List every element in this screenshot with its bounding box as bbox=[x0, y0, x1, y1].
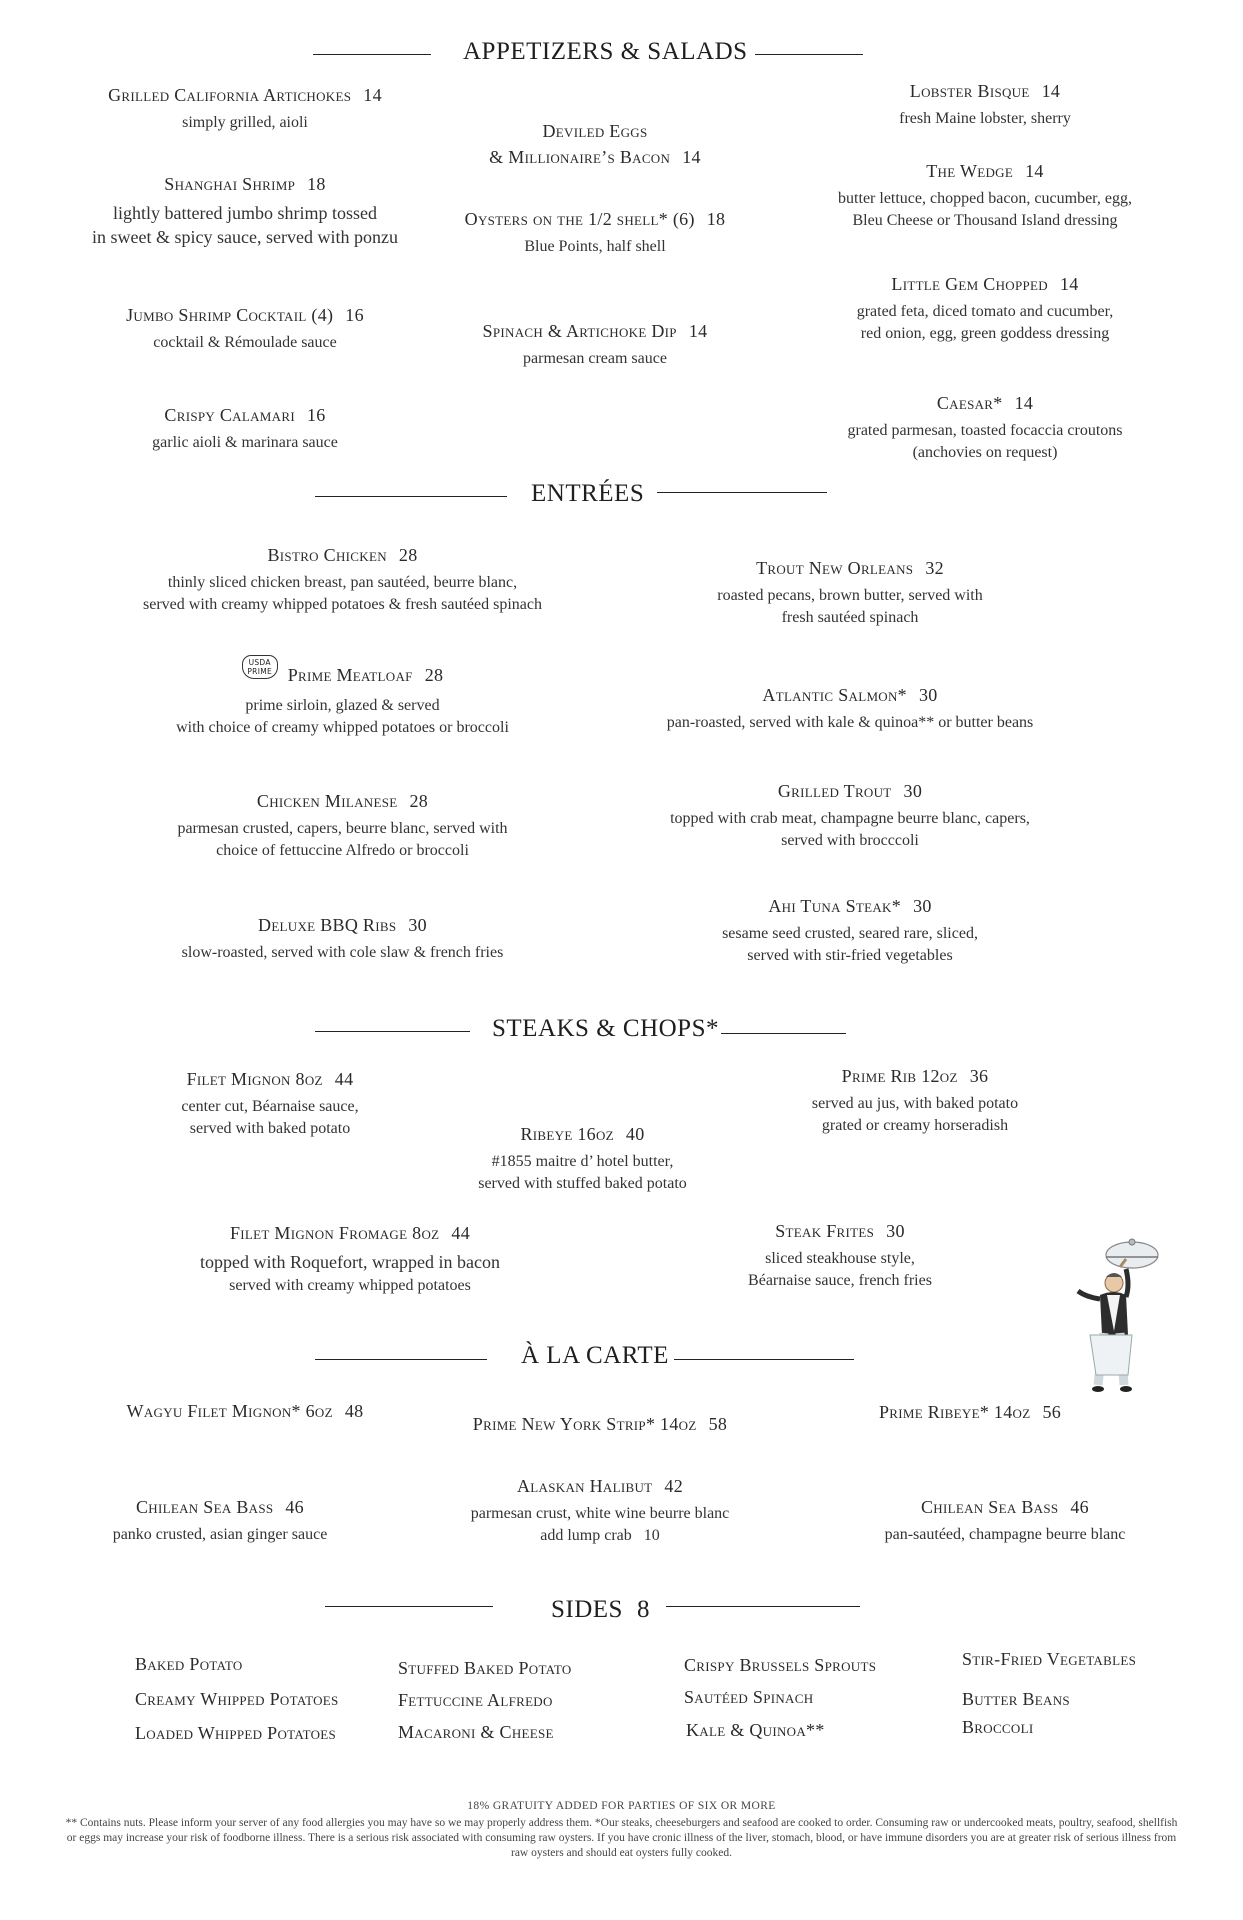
menu-item: Ribeye 16oz 40 #1855 maitre d’ hotel butter, served with stuffed baked potato bbox=[478, 1124, 687, 1192]
menu-item: Alaskan Halibut 42 parmesan crust, white wine beurre blanc add lump crab 10 bbox=[470, 1476, 730, 1544]
menu-item: Spinach & Artichoke Dip 14 parmesan cream sauce bbox=[482, 321, 708, 367]
menu-item: USDA PRIME Prime Meatloaf 28 prime sirloin, glazed & served with choice of creamy whipped potatoes or broccoli bbox=[90, 664, 595, 739]
menu-item: Jumbo Shrimp Cocktail (4) 16 cocktail & Rémoulade sauce bbox=[126, 305, 364, 351]
menu-item: Chilean Sea Bass 46 pan-sautéed, champagne beurre blanc bbox=[884, 1497, 1126, 1543]
menu-item: Deluxe BBQ Ribs 30 slow-roasted, served with cole slaw & french fries bbox=[181, 915, 504, 961]
menu-item: Grilled California Artichokes 14 simply grilled, aioli bbox=[108, 85, 382, 131]
gratuity-notice: 18% GRATUITY ADDED FOR PARTIES OF SIX OR MORE bbox=[467, 1800, 776, 1812]
menu-item: Caesar* 14 grated parmesan, toasted focaccia croutons (anchovies on request) bbox=[847, 393, 1123, 461]
section-title-entrees: ENTRÉES bbox=[531, 480, 645, 507]
menu-item: Lobster Bisque 14 fresh Maine lobster, sherry bbox=[899, 81, 1071, 127]
section-rule-right bbox=[674, 1359, 854, 1360]
section-rule-left bbox=[325, 1606, 493, 1607]
side-item: Stir-Fried Vegetables bbox=[962, 1649, 1137, 1669]
menu-item: Bistro Chicken 28 thinly sliced chicken breast, pan sautéed, beurre blanc, served with creamy whipped potatoes & fresh sautéed spinach bbox=[143, 545, 542, 613]
section-title-sides: SIDES 8 bbox=[551, 1596, 650, 1623]
menu-item: Trout New Orleans 32 roasted pecans, brown butter, served with fresh sautéed spinach bbox=[717, 558, 983, 626]
menu-item: Chicken Milanese 28 parmesan crusted, capers, beurre blanc, served with choice of fettuccine Alfredo or broccoli bbox=[177, 791, 508, 859]
side-item: Sautéed Spinach bbox=[684, 1687, 814, 1707]
side-item: Butter Beans bbox=[962, 1689, 1070, 1709]
section-title-appetizers: APPETIZERS & SALADS bbox=[463, 38, 748, 65]
menu-item: Little Gem Chopped 14 grated feta, diced tomato and cucumber, red onion, egg, green goddess dressing bbox=[856, 274, 1114, 342]
menu-item: Chilean Sea Bass 46 panko crusted, asian ginger sauce bbox=[112, 1497, 328, 1543]
footer bbox=[60, 1800, 1183, 1861]
menu-item: Crispy Calamari 16 garlic aioli & marinara sauce bbox=[152, 405, 338, 451]
side-item: Loaded Whipped Potatoes bbox=[135, 1723, 337, 1743]
side-item: Stuffed Baked Potato bbox=[398, 1658, 572, 1678]
section-rule-right bbox=[755, 54, 863, 55]
section-title-alacarte: À LA CARTE bbox=[521, 1342, 669, 1369]
section-rule-right bbox=[657, 492, 827, 493]
menu-item: Prime Rib 12oz 36 served au jus, with baked potato grated or creamy horseradish bbox=[811, 1066, 1019, 1134]
allergy-disclaimer: ** Contains nuts. Please inform your server of any food allergies you may have so we may properly address them. *Our steaks, cheeseburgers and seafood are cooked to order. Consuming raw or undercooked meats, poultry, seafood, shellfish or eggs may increase your risk of foodborne illness. There is a serious risk associated with consuming raw oysters. If you have cronic illness of the liver, stomach, blood, or have immune disorders you are at greater risk of serious illness from raw oysters and should eat oysters fully cooked. bbox=[65, 1817, 1178, 1859]
menu-item: Steak Frites 30 sliced steakhouse style, Béarnaise sauce, french fries bbox=[748, 1221, 932, 1289]
menu-item: Shanghai Shrimp 18 lightly battered jumbo shrimp tossed in sweet & spicy sauce, served with ponzu bbox=[92, 174, 398, 247]
side-item: Creamy Whipped Potatoes bbox=[135, 1689, 339, 1709]
menu-item: Wagyu Filet Mignon* 6oz 48 bbox=[126, 1401, 364, 1421]
side-item: Kale & Quinoa** bbox=[686, 1720, 825, 1740]
side-item: Baked Potato bbox=[135, 1654, 243, 1674]
section-rule-left bbox=[315, 1031, 470, 1032]
menu-item: Ahi Tuna Steak* 30 sesame seed crusted, seared rare, sliced, served with stir-fried vegetables bbox=[722, 896, 978, 964]
side-item: Broccoli bbox=[962, 1717, 1034, 1737]
menu-item: Prime New York Strip* 14oz 58 bbox=[472, 1414, 728, 1434]
side-item: Macaroni & Cheese bbox=[398, 1722, 554, 1742]
menu-item: The Wedge 14 butter lettuce, chopped bacon, cucumber, egg, Bleu Cheese or Thousand Island dressing bbox=[838, 161, 1132, 229]
menu-item: Atlantic Salmon* 30 pan-roasted, served with kale & quinoa** or butter beans bbox=[666, 685, 1034, 731]
section-rule-right bbox=[721, 1033, 846, 1034]
menu-item: Filet Mignon Fromage 8oz 44 topped with Roquefort, wrapped in bacon served with creamy whipped potatoes bbox=[200, 1223, 500, 1294]
waiter-illustration-icon bbox=[1060, 1235, 1170, 1395]
section-rule-left bbox=[313, 54, 431, 55]
menu-item: Deviled Eggs & Millionaire’s Bacon 14 bbox=[489, 121, 701, 167]
menu-item: Prime Ribeye* 14oz 56 bbox=[878, 1402, 1062, 1422]
usda-prime-badge-icon: USDA PRIME bbox=[242, 655, 278, 679]
section-rule-left bbox=[315, 1359, 487, 1360]
side-item: Fettuccine Alfredo bbox=[398, 1690, 553, 1710]
menu-item: Oysters on the 1/2 shell* (6) 18 Blue Points, half shell bbox=[464, 209, 726, 255]
menu-item: Filet Mignon 8oz 44 center cut, Béarnaise sauce, served with baked potato bbox=[181, 1069, 359, 1137]
side-item: Crispy Brussels Sprouts bbox=[684, 1655, 877, 1675]
section-rule-left bbox=[315, 496, 507, 497]
section-title-steaks: STEAKS & CHOPS* bbox=[492, 1015, 719, 1042]
section-rule-right bbox=[666, 1606, 860, 1607]
menu-item: Grilled Trout 30 topped with crab meat, champagne beurre blanc, capers, served with brocccoli bbox=[670, 781, 1030, 849]
